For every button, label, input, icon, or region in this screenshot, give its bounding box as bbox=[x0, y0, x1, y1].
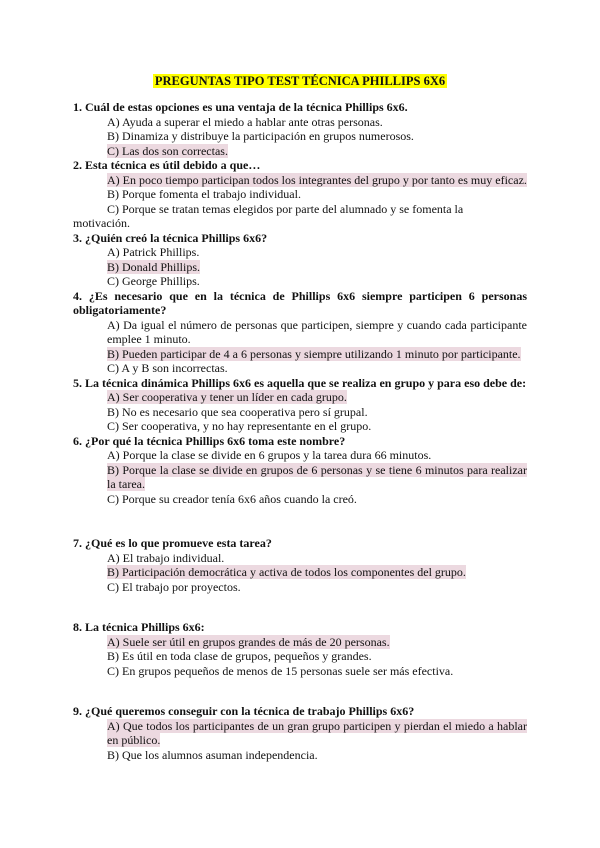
option-2c-continuation: motivación. bbox=[73, 216, 130, 230]
option-4b-answer: B) Pueden participar de 4 a 6 personas y siempre utilizando 1 minuto por participante. bbox=[107, 346, 521, 361]
option-5c: C) Ser cooperativa, y no hay representante en el grupo. bbox=[107, 419, 372, 433]
spacer bbox=[73, 594, 527, 620]
option-4c: C) A y B son incorrectas. bbox=[107, 361, 228, 375]
question-9: 9. ¿Qué queremos conseguir con la técnica de trabajo Phillips 6x6? bbox=[73, 704, 415, 718]
option-1a: A) Ayuda a superar el miedo a hablar ante otras personas. bbox=[107, 114, 383, 129]
option-5b: B) No es necesario que sea cooperativa pero sí grupal. bbox=[107, 404, 368, 419]
option-7b-answer: B) Participación democrática y activa de todos los componentes del grupo. bbox=[107, 565, 466, 579]
option-5a: A) Ser cooperativa y tener un líder en cada grupo. bbox=[107, 390, 347, 404]
option-9b: B) Que los alumnos asuman independencia. bbox=[107, 747, 318, 762]
option-7a: A) El trabajo individual. bbox=[107, 550, 225, 565]
option-6c: C) Porque su creador tenía 6x6 años cuando la creó. bbox=[107, 491, 357, 506]
option-8a-answer: A) Suele ser útil en grupos grandes de más de 20 personas. bbox=[107, 634, 390, 649]
spacer bbox=[73, 506, 527, 536]
option-8b: B) Es útil en toda clase de grupos, pequeños y grandes. bbox=[107, 649, 372, 663]
page-title: PREGUNTAS TIPO TEST TÉCNICA PHILLIPS 6X6 bbox=[154, 74, 446, 88]
option-9a-answer: A) Que todos los participantes de un gran grupo participen y pierdan el miedo a hablar en público. bbox=[107, 718, 527, 747]
option-1b: B) Dinamiza y distribuye la participación en grupos numerosos. bbox=[107, 129, 414, 143]
spacer bbox=[73, 678, 527, 704]
question-2: 2. Esta técnica es útil debido a que… bbox=[73, 158, 261, 172]
option-8c: C) En grupos pequeños de menos de 15 personas suele ser más efectiva. bbox=[107, 663, 454, 678]
question-1: 1. Cuál de estas opciones es una ventaja de la técnica Phillips 6x6. bbox=[73, 100, 408, 114]
option-3b-answer: B) Donald Phillips. bbox=[107, 259, 201, 274]
option-6b-answer: B) Porque la clase se divide en grupos de 6 personas y se tiene 6 minutos para realizar la tarea. bbox=[107, 462, 527, 491]
option-6a: A) Porque la clase se divide en 6 grupos y la tarea dura 66 minutos. bbox=[107, 448, 432, 462]
question-6: 6. ¿Por qué la técnica Phillips 6x6 toma este nombre? bbox=[73, 433, 346, 448]
option-3a: A) Patrick Phillips. bbox=[107, 245, 200, 259]
option-2a-answer: A) En poco tiempo participan todos los integrantes del grupo y por tanto es muy eficaz. bbox=[107, 172, 527, 187]
question-7: 7. ¿Qué es lo que promueve esta tarea? bbox=[73, 536, 272, 550]
option-2b: B) Porque fomenta el trabajo individual. bbox=[107, 187, 301, 201]
option-2c: C) Porque se tratan temas elegidos por parte del alumnado y se fomenta la bbox=[107, 201, 464, 216]
option-1c-answer: C) Las dos son correctas. bbox=[107, 143, 228, 158]
option-3c: C) George Phillips. bbox=[107, 274, 200, 288]
question-8: 8. La técnica Phillips 6x6: bbox=[73, 620, 205, 634]
option-4a: A) Da igual el número de personas que participen, siempre y cuando cada participante emplee 1 minuto. bbox=[107, 317, 527, 346]
question-4: 4. ¿Es necesario que en la técnica de Phillips 6x6 siempre participen 6 personas obligatoriamente? bbox=[73, 288, 527, 317]
question-3: 3. ¿Quién creó la técnica Phillips 6x6? bbox=[73, 230, 268, 245]
question-list bbox=[73, 100, 527, 762]
option-7c: C) El trabajo por proyectos. bbox=[107, 579, 241, 594]
question-5: 5. La técnica dinámica Phillips 6x6 es aquella que se realiza en grupo y para eso debe de: bbox=[73, 375, 527, 390]
